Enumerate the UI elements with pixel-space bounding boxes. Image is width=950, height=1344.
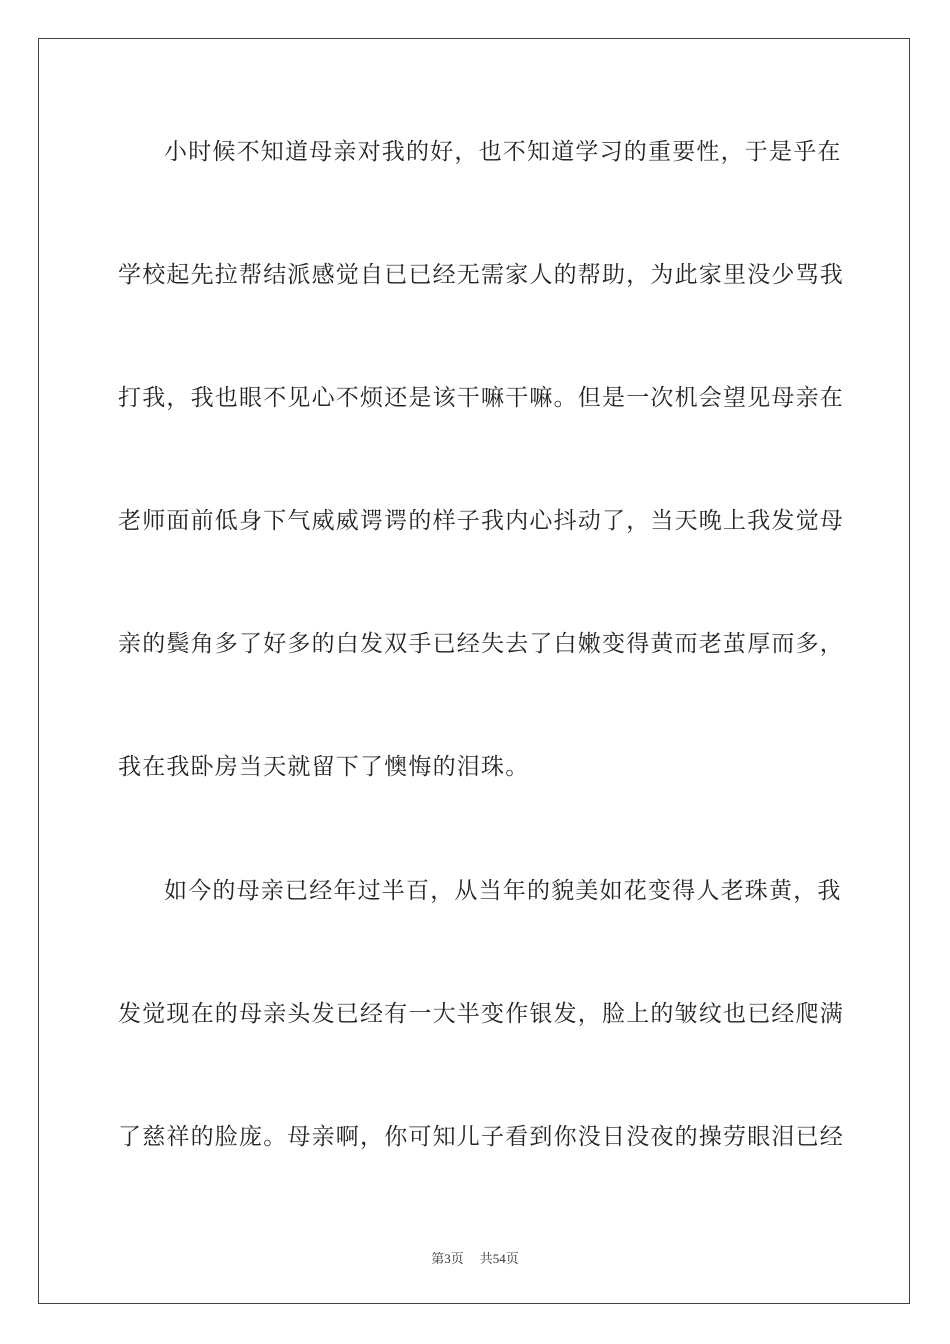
text-line: 学校起先拉帮结派感觉自已已经无需家人的帮助，为此家里没少骂我	[118, 262, 844, 288]
page-total: 共54页	[479, 1251, 519, 1266]
text-line: 如今的母亲已经年过半百，从当年的貌美如花变得人老珠黄，我	[164, 878, 842, 904]
text-line: 了慈祥的脸庞。母亲啊，你可知儿子看到你没日没夜的操劳眼泪已经	[118, 1124, 844, 1150]
page-border	[38, 38, 910, 1304]
page-number: 第3页	[431, 1251, 464, 1266]
text-line: 我在我卧房当天就留下了懊悔的泪珠。	[118, 754, 530, 780]
text-line: 亲的鬓角多了好多的白发双手已经失去了白嫩变得黄而老茧厚而多，	[118, 631, 844, 657]
page-footer	[0, 1248, 950, 1267]
text-line: 打我，我也眼不见心不烦还是该干嘛干嘛。但是一次机会望见母亲在	[118, 385, 844, 411]
text-line: 发觉现在的母亲头发已经有一大半变作银发，脸上的皱纹也已经爬满	[118, 1001, 844, 1027]
text-line: 老师面前低身下气威威谔谔的样子我内心抖动了，当天晚上我发觉母	[118, 508, 844, 534]
text-line: 小时候不知道母亲对我的好，也不知道学习的重要性，于是乎在	[164, 139, 842, 165]
